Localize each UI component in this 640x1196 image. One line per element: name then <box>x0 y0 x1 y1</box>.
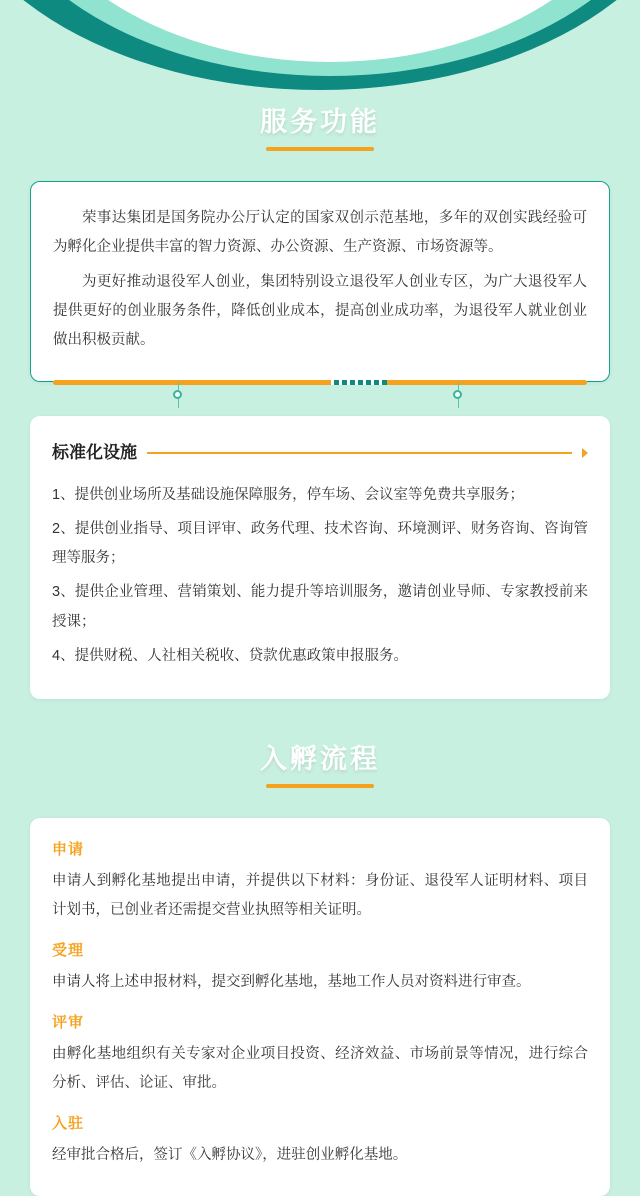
process-step <box>52 939 588 997</box>
service-paragraph-1: 荣事达集团是国务院办公厅认定的国家双创示范基地，多年的双创实践经验可为孵化企业提供丰富的智力资源、办公资源、生产资源、市场资源等。 <box>53 210 587 255</box>
facility-heading-arrow-icon <box>582 448 588 458</box>
process-step <box>52 1011 588 1098</box>
facility-heading-label: 标准化设施 <box>52 443 137 462</box>
process-step-title: 入驻 <box>52 1115 85 1133</box>
connector-right-dot-icon <box>453 390 462 399</box>
process-step-text: 申请人将上述申报材料，提交到孵化基地，基地工作人员对资料进行审查。 <box>52 974 531 991</box>
process-step-title: 申请 <box>52 841 85 859</box>
connector-right <box>458 382 459 408</box>
facility-item-4: 4、提供财税、人社相关税收、贷款优惠政策申报服务。 <box>52 647 409 664</box>
connector-left <box>178 382 179 408</box>
process-card <box>30 818 610 1196</box>
process-step-title: 受理 <box>52 942 85 960</box>
process-step <box>52 1112 588 1170</box>
section-title-underline <box>266 147 374 151</box>
section-title-underline-2 <box>266 784 374 788</box>
process-step-text: 申请人到孵化基地提出申请，并提供以下材料：身份证、退役军人证明材料、项目计划书，已创业者还需提交营业执照等相关证明。 <box>52 873 588 919</box>
process-step-title: 评审 <box>52 1014 85 1032</box>
process-step-text: 由孵化基地组织有关专家对企业项目投资、经济效益、市场前景等情况，进行综合分析、评估、论证、审批。 <box>52 1046 588 1092</box>
facility-heading-row <box>52 438 588 463</box>
section-title-service-text: 服务功能 <box>260 107 380 137</box>
process-step-text: 经审批合格后，签订《入孵协议》，进驻创业孵化基地。 <box>52 1147 408 1164</box>
section-title-service <box>0 100 640 151</box>
facility-item-3: 3、提供企业管理、营销策划、能力提升等培训服务，邀请创业导师、专家教授前来授课； <box>52 584 588 630</box>
process-step <box>52 838 588 925</box>
service-intro-card <box>30 181 610 382</box>
section-title-process-text: 入孵流程 <box>260 744 380 775</box>
facility-heading-rule <box>147 452 572 454</box>
facility-item-2: 2、提供创业指导、项目评审、政务代理、技术咨询、环境测评、财务咨询、咨询管理等服务； <box>52 520 588 567</box>
facility-item-1: 1、提供创业场所及基础设施保障服务，停车场、会议室等免费共享服务； <box>52 487 525 503</box>
section-title-process <box>0 737 640 788</box>
connector-group <box>0 382 640 416</box>
connector-left-dot-icon <box>173 390 182 399</box>
service-paragraph-2: 为更好推动退役军人创业，集团特别设立退役军人创业专区，为广大退役军人提供更好的创业服务条件，降低创业成本，提高创业成功率，为退役军人就业创业做出积极贡献。 <box>53 274 587 348</box>
facility-card <box>30 416 610 699</box>
top-decorative-banner <box>0 0 640 96</box>
